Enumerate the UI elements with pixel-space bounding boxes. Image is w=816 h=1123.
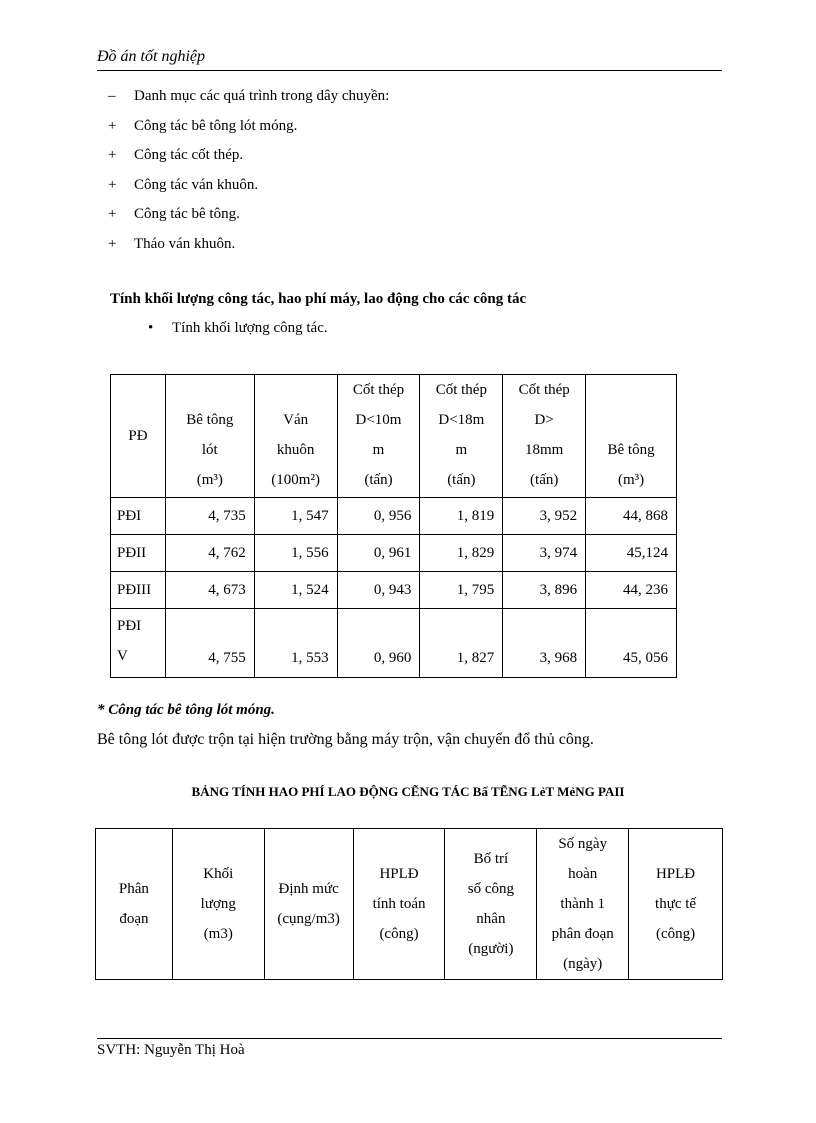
table-cell: 45,124 [586, 535, 677, 572]
header-line: lượng [200, 896, 236, 912]
header-cell [503, 375, 586, 498]
header-cell [254, 375, 337, 498]
header-line: (ngày) [563, 956, 603, 972]
table-cell: 4, 735 [165, 498, 254, 535]
footer-text: SVTH: Nguyễn Thị Hoà [97, 1042, 245, 1058]
volume-table [110, 374, 677, 678]
list-item [108, 177, 389, 207]
list-item-text: Công tác bê tông lót móng. [134, 117, 298, 134]
table-cell: 1, 795 [420, 572, 503, 609]
section2-title: * Công tác bê tông lót móng. [97, 702, 275, 718]
table-cell: 44, 236 [586, 572, 677, 609]
header-line: Bê tông [607, 442, 655, 458]
labor-table [95, 828, 723, 980]
cell-line: PĐI [117, 618, 142, 634]
table-row [111, 609, 677, 678]
table-cell: 1, 829 [420, 535, 503, 572]
header-line: m [455, 442, 468, 458]
header-line: lót [201, 442, 218, 458]
header-line: khuôn [276, 442, 315, 458]
table-cell: 0, 960 [337, 609, 420, 678]
header-line: Ván [283, 412, 309, 428]
header-line: HPLĐ [655, 866, 696, 882]
header-line: nhân [476, 911, 506, 927]
table-cell: 45, 056 [586, 609, 677, 678]
sub-bullet-text: Tính khối lượng công tác. [172, 320, 328, 336]
header-line: thành 1 [560, 896, 605, 912]
header-cell [172, 829, 264, 980]
table-row [111, 572, 677, 609]
table-cell [111, 609, 166, 678]
header-line: (m³) [196, 472, 223, 488]
header-line: (công) [379, 926, 419, 942]
list-item [108, 147, 389, 177]
header-cell [629, 829, 723, 980]
list-item [108, 236, 389, 266]
table-cell: 44, 868 [586, 498, 677, 535]
header-line: số công [467, 881, 514, 897]
table-cell: 1, 547 [254, 498, 337, 535]
header-line: D> [534, 412, 554, 428]
header-line: D<10m [355, 412, 402, 428]
header-line: (m3) [203, 926, 233, 942]
header-line: 18mm [525, 442, 564, 458]
header-line: Khối [203, 866, 234, 882]
section-heading: Tính khối lượng công tác, hao phí máy, lao động cho các công tác [110, 291, 527, 307]
table-header-row [96, 829, 723, 980]
list-item [108, 118, 389, 148]
list-item-text: Công tác ván khuôn. [134, 176, 259, 193]
header-cell [165, 375, 254, 498]
header-rule [97, 70, 722, 71]
table-row [111, 498, 677, 535]
table-cell: 1, 827 [420, 609, 503, 678]
header-line: thực tế [655, 896, 697, 912]
header-line: (100m²) [271, 472, 320, 488]
header-line: HPLĐ [379, 866, 419, 882]
header-line: Bố trí [473, 851, 509, 867]
header-line: phân đoạn [551, 926, 614, 942]
table-cell: 3, 896 [503, 572, 586, 609]
process-list [108, 88, 389, 266]
header-line: (tấn) [364, 472, 393, 488]
header-cell [111, 375, 166, 498]
plus-marker: + [108, 206, 117, 223]
header-line: Cốt thép [518, 382, 570, 398]
header-line: (tấn) [530, 472, 559, 488]
sub-bullet [148, 320, 328, 337]
header-line: (tấn) [447, 472, 476, 488]
header-line: m [372, 442, 385, 458]
table-cell: 4, 762 [165, 535, 254, 572]
list-item-text: Công tác cốt thép. [134, 147, 244, 164]
table-cell: 1, 553 [254, 609, 337, 678]
header-line: (cụng/m3) [277, 911, 340, 927]
header-cell [586, 375, 677, 498]
header-title: Đồ án tốt nghiệp [97, 48, 205, 65]
header-cell [264, 829, 353, 980]
header-cell [537, 829, 629, 980]
footer-rule [97, 1038, 722, 1039]
header-line: tính toán [372, 896, 426, 912]
list-item [108, 88, 389, 118]
list-item-text: Công tác bê tông. [134, 206, 240, 223]
table-cell: 0, 956 [337, 498, 420, 535]
header-line: đoạn [119, 911, 149, 927]
table-cell: 1, 524 [254, 572, 337, 609]
header-line: D<18m [438, 412, 485, 428]
header-line: Số ngày [558, 836, 608, 852]
plus-marker: + [108, 117, 117, 134]
table2-title: BẢNG TÍNH HAO PHÍ LAO ĐỘNG CẼNG TÁC Bấ TẼNG LẻT MẻNG PAII [191, 784, 625, 799]
list-item [108, 206, 389, 236]
table-cell: 4, 673 [165, 572, 254, 609]
plus-marker: + [108, 176, 117, 193]
header-cell [420, 375, 503, 498]
table-cell: 1, 819 [420, 498, 503, 535]
header-line: (người) [468, 941, 514, 957]
list-item-text: Danh mục các quá trình trong dây chuyền: [134, 88, 390, 104]
section2-paragraph: Bê tông lót được trộn tại hiện trường bằng máy trộn, vận chuyển đổ thủ công. [97, 731, 594, 748]
header-line: Cốt thép [435, 382, 487, 398]
header-line: Định mức [278, 881, 339, 897]
table-cell: 3, 952 [503, 498, 586, 535]
table-row [111, 535, 677, 572]
plus-marker: + [108, 147, 117, 164]
table-cell: 0, 943 [337, 572, 420, 609]
header-line: hoàn [568, 866, 598, 882]
list-item-text: Tháo ván khuôn. [134, 235, 236, 252]
table-cell: PĐII [111, 535, 166, 572]
bullet-icon: • [148, 320, 154, 336]
table-cell: PĐIII [111, 572, 166, 609]
header-line: Phân [118, 881, 149, 897]
header-line: (công) [655, 926, 696, 942]
table-cell: 3, 974 [503, 535, 586, 572]
header-cell [445, 829, 537, 980]
table-cell: 3, 968 [503, 609, 586, 678]
table-cell: 0, 961 [337, 535, 420, 572]
header-line: Bê tông [186, 412, 234, 428]
header-line: PĐ [128, 428, 148, 444]
cell-line: V [117, 648, 128, 664]
plus-marker: + [108, 235, 117, 252]
table-cell: 1, 556 [254, 535, 337, 572]
header-line: Cốt thép [352, 382, 405, 398]
header-cell [96, 829, 173, 980]
header-cell [353, 829, 445, 980]
header-line: (m³) [617, 472, 645, 488]
dash-marker: – [108, 88, 116, 104]
table-cell: PĐI [111, 498, 166, 535]
table-cell: 4, 755 [165, 609, 254, 678]
table-header-row [111, 375, 677, 498]
header-cell [337, 375, 420, 498]
